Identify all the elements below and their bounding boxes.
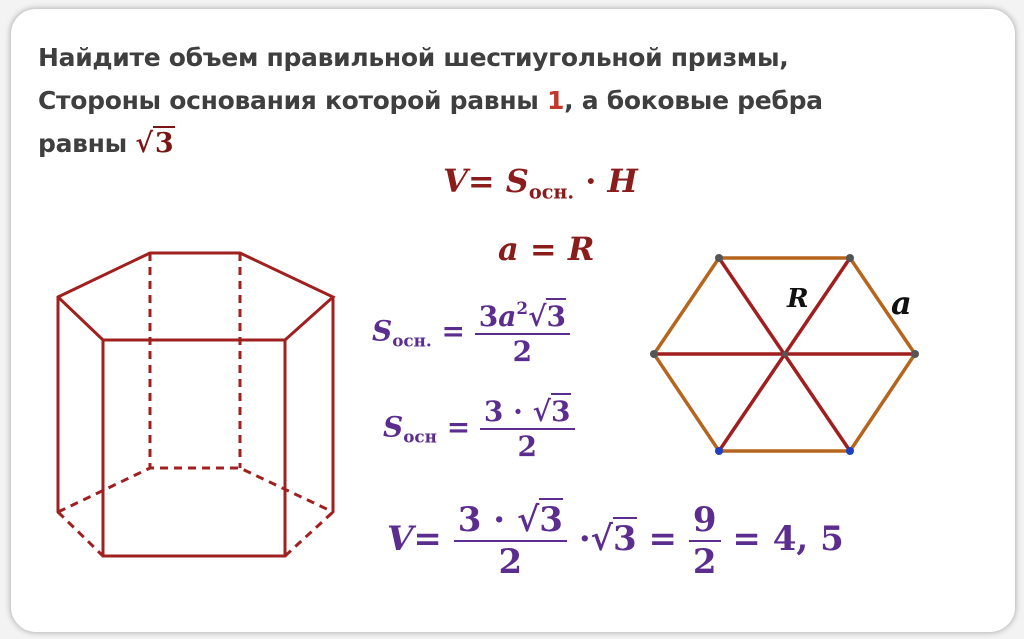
volume-formula: $V= S_{осн.} \cdot H$ xyxy=(443,162,638,204)
problem-line-3: равны √3 xyxy=(38,128,174,159)
base-area-general-formula: $S_{осн.}$ = $\frac{3a^2√3}{2}$ xyxy=(372,298,570,368)
radius-label: R xyxy=(787,284,809,314)
problem-line-2: Стороны основания которой равны 1, а боковые ребра xyxy=(38,86,823,115)
side-equals-radius-formula: a = R xyxy=(498,230,595,268)
problem-line-1: Найдите объем правильной шестиугольной призмы, xyxy=(38,43,789,72)
edge-length-value: √3 xyxy=(135,128,174,159)
side-label: a xyxy=(891,284,912,322)
final-volume-formula: V= $\frac{3 \cdot √3}{2}$ ·√3 = $\frac{9}{2}$ = 4, 5 xyxy=(387,500,844,582)
side-length-value: 1 xyxy=(547,86,565,115)
base-area-value-formula: $S_{осн}$ = $\frac{3 \cdot √3}{2}$ xyxy=(383,395,575,463)
